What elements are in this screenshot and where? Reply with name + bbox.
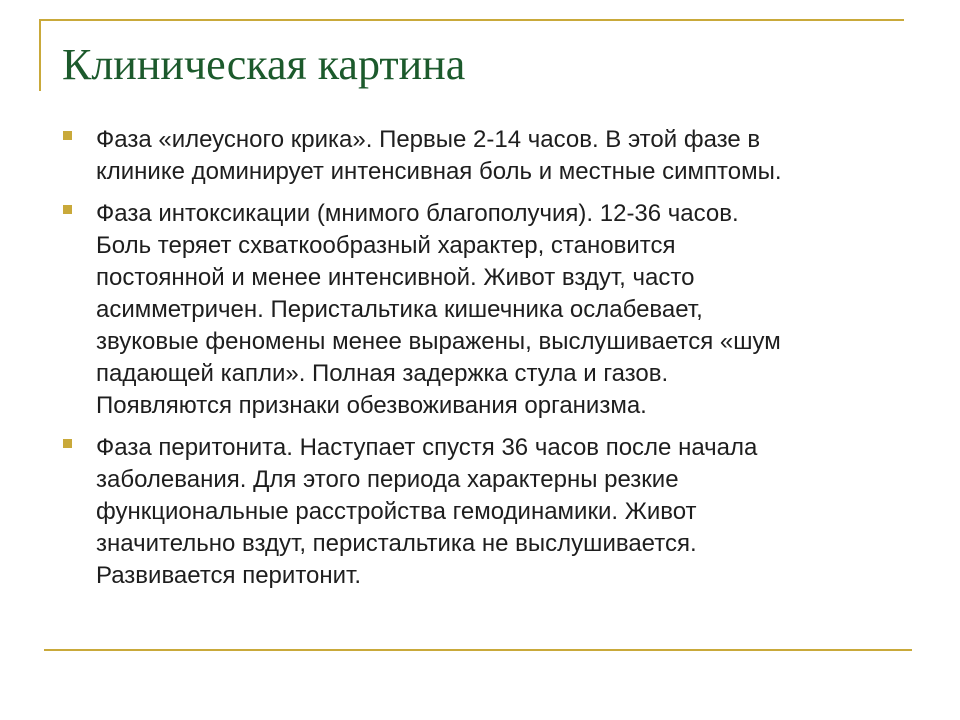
bullet-line: Фаза «илеусного крика». Первые 2-14 часов. В этой фазе в (96, 126, 761, 153)
bullet-line: значительно вздут, перистальтика не выслушивается. (96, 530, 697, 557)
bullet-line: асимметричен. Перистальтика кишечника ослабевает, (96, 296, 703, 323)
square-bullet-icon (63, 131, 72, 140)
square-bullet-icon (63, 439, 72, 448)
bullet-line: Фаза перитонита. Наступает спустя 36 часов после начала (96, 434, 758, 461)
bullet-line: Боль теряет схваткообразный характер, становится (96, 232, 676, 259)
square-bullet-icon (63, 205, 72, 214)
frame-top-line (40, 19, 904, 21)
bullet-line: функциональные расстройства гемодинамики. Живот (96, 498, 697, 525)
frame-bottom-line (44, 649, 912, 651)
bullet-text (96, 124, 910, 188)
bullet-list (60, 124, 910, 602)
bullet-line: Развивается перитонит. (96, 562, 362, 589)
bullet-line: постоянной и менее интенсивной. Живот вздут, часто (96, 264, 695, 291)
bullet-line: звуковые феномены менее выражены, выслушивается «шум (96, 328, 781, 355)
bullet-text (96, 432, 910, 592)
bullet-line: клинике доминирует интенсивная боль и местные симптомы. (96, 158, 782, 185)
bullet-line: падающей капли». Полная задержка стула и газов. (96, 360, 669, 387)
bullet-text (96, 198, 910, 422)
bullet-item (60, 124, 910, 188)
bullet-line: Фаза интоксикации (мнимого благополучия). 12-36 часов. (96, 200, 739, 227)
frame-left-line (39, 19, 41, 91)
bullet-line: Появляются признаки обезвоживания организма. (96, 392, 647, 419)
slide-title: Клиническая картина (62, 40, 466, 89)
bullet-item (60, 198, 910, 422)
bullet-item (60, 432, 910, 592)
bullet-line: заболевания. Для этого периода характерны резкие (96, 466, 679, 493)
